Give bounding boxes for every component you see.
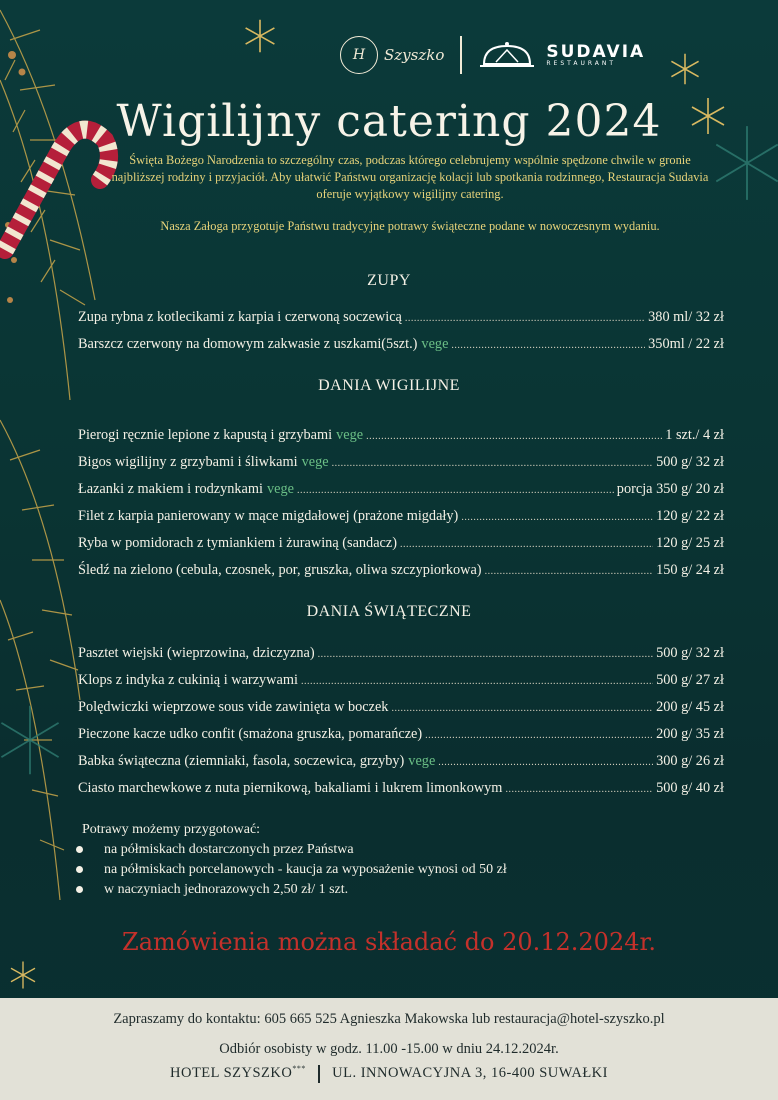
item-name: Bigos wigilijny z grzybami i śliwkami — [78, 454, 298, 470]
vege-tag: vege — [421, 336, 449, 352]
item-price: 500 g/ 32 zł — [656, 645, 724, 661]
item-name: Klops z indyka z cukinią i warzywami — [78, 672, 298, 688]
item-name: Babka świąteczna (ziemniaki, fasola, soczewica, grzyby) — [78, 753, 405, 769]
intro-text: Święta Bożego Narodzenia to szczególny czas, podczas którego celebrujemy wspólnie spędzone chwile w gronie najbliższej rodziny i przyjaciół. Aby ułatwić Państwu organizację kolacji lub spotkania rodzinnego, Restauracja Sudavia oferuje wyjątkowy wigilijny catering. — [111, 153, 709, 201]
sudavia-subtitle: RESTAURANT — [546, 59, 617, 67]
item-price: 150 g/ 24 zł — [656, 562, 724, 578]
leader-dots — [391, 695, 653, 722]
item-name: Polędwiczki wieprzowe sous vide zawinięta w boczek — [78, 699, 389, 715]
item-name: Pieczone kacze udko confit (smażona gruszka, pomarańcze) — [78, 726, 423, 742]
sudavia-name: SUDAVIA — [546, 41, 646, 62]
menu-item — [78, 476, 724, 503]
vege-tag: vege — [267, 481, 294, 497]
menu-list-dania-wigilijne — [78, 422, 724, 584]
snowflake-icon — [242, 18, 278, 54]
vege-tag: vege — [408, 753, 436, 769]
leader-dots — [438, 749, 653, 776]
serving-option: w naczyniach jednorazowych 2,50 zł/ 1 szt. — [82, 880, 507, 900]
leader-dots — [405, 305, 645, 332]
menu-item — [78, 775, 724, 802]
order-deadline: Zamówienia można składać do 20.12.2024r. — [122, 928, 656, 956]
item-name: Ryba w pomidorach z tymiankiem i żurawiną (sandacz) — [78, 535, 398, 551]
address-divider — [318, 1065, 320, 1083]
logo-divider — [460, 36, 462, 74]
leader-dots — [485, 558, 654, 585]
menu-item — [78, 721, 724, 748]
item-price: 350ml / 22 zł — [648, 336, 724, 352]
item-name: Łazanki z makiem i rodzynkami — [78, 481, 263, 497]
leader-dots — [451, 332, 645, 359]
snowflake-icon — [8, 960, 38, 990]
snowflake-icon — [0, 700, 60, 780]
menu-item — [78, 304, 724, 331]
item-price: porcja 350 g/ 20 zł — [616, 481, 724, 497]
section-title-dania-wigilijne: DANIA WIGILIJNE — [318, 377, 460, 394]
menu-list-dania-swiateczne — [78, 640, 724, 802]
leader-dots — [297, 477, 614, 504]
menu-item — [78, 503, 724, 530]
leader-dots — [366, 423, 662, 450]
cloche-icon — [478, 40, 536, 70]
szyszko-logo — [340, 36, 444, 74]
item-name: Filet z karpia panierowany w mące migdałowej (prażone migdały) — [78, 508, 459, 524]
item-price: 500 g/ 32 zł — [656, 454, 724, 470]
serving-options — [82, 820, 507, 900]
leader-dots — [400, 531, 653, 558]
footer — [0, 998, 778, 1100]
item-price: 120 g/ 25 zł — [656, 535, 724, 551]
item-price: 380 ml/ 32 zł — [648, 309, 724, 325]
item-price: 200 g/ 45 zł — [656, 699, 724, 715]
item-price: 120 g/ 22 zł — [656, 508, 724, 524]
leader-dots — [318, 641, 653, 668]
item-name: Pierogi ręcznie lepione z kapustą i grzybami — [78, 427, 333, 443]
leader-dots — [425, 722, 653, 749]
section-title-dania-swiateczne: DANIA ŚWIĄTECZNE — [306, 603, 472, 620]
contact-line: Zapraszamy do kontaktu: 605 665 525 Agnieszka Makowska lub restauracja@hotel-szyszko.pl — [113, 1011, 665, 1027]
leader-dots — [301, 668, 653, 695]
menu-item — [78, 640, 724, 667]
menu-item — [78, 449, 724, 476]
hotel-address: UL. INNOWACYJNA 3, 16-400 SUWAŁKI — [332, 1064, 608, 1081]
serving-option: na półmiskach dostarczonych przez Państwa — [82, 840, 507, 860]
szyszko-name: Szyszko — [384, 46, 445, 64]
item-name: Śledź na zielono (cebula, czosnek, por, gruszka, oliwa szczypiorkowa) — [78, 562, 482, 578]
menu-item — [78, 422, 724, 449]
leader-dots — [505, 776, 653, 803]
snowflake-icon — [668, 52, 702, 86]
menu-item — [78, 667, 724, 694]
hotel-stars: *** — [292, 1064, 306, 1073]
intro-text-2: Nasza Załoga przygotuje Państwu tradycyjne potrawy świąteczne podane w nowoczesnym wydaniu. — [160, 219, 660, 233]
item-price: 200 g/ 35 zł — [656, 726, 724, 742]
serving-option: na półmiskach porcelanowych - kaucja za wyposażenie wynosi od 50 zł — [82, 860, 507, 880]
menu-list-zupy — [78, 304, 724, 358]
item-price: 300 g/ 26 zł — [656, 753, 724, 769]
page-title: Wigilijny catering 2024 — [116, 96, 662, 147]
vege-tag: vege — [336, 427, 364, 443]
hotel-name: HOTEL SZYSZKO — [170, 1064, 293, 1081]
item-name: Zupa rybna z kotlecikami z karpia i czerwoną soczewicą — [78, 309, 402, 325]
menu-item — [78, 694, 724, 721]
pickup-line: Odbiór osobisty w godz. 11.00 -15.00 w dniu 24.12.2024r. — [219, 1041, 559, 1057]
section-title-zupy: ZUPY — [367, 272, 411, 289]
serving-heading: Potrawy możemy przygotować: — [82, 822, 261, 837]
item-price: 500 g/ 40 zł — [656, 780, 724, 796]
item-name: Barszcz czerwony na domowym zakwasie z uszkami(5szt.) — [78, 336, 418, 352]
vege-tag: vege — [301, 454, 329, 470]
logo-bar — [340, 30, 645, 80]
item-name: Ciasto marchewkowe z nuta piernikową, bakaliami i lukrem limonkowym — [78, 780, 503, 796]
menu-item — [78, 530, 724, 557]
menu-item — [78, 331, 724, 358]
item-name: Pasztet wiejski (wieprzowina, dziczyzna) — [78, 645, 315, 661]
leader-dots — [461, 504, 653, 531]
item-price: 500 g/ 27 zł — [656, 672, 724, 688]
item-price: 1 szt./ 4 zł — [665, 427, 724, 443]
menu-item — [78, 557, 724, 584]
address-line — [0, 1064, 778, 1083]
szyszko-monogram: H — [340, 36, 378, 74]
menu-item — [78, 748, 724, 775]
leader-dots — [332, 450, 653, 477]
sudavia-logo — [478, 40, 645, 70]
serving-list — [82, 840, 507, 900]
